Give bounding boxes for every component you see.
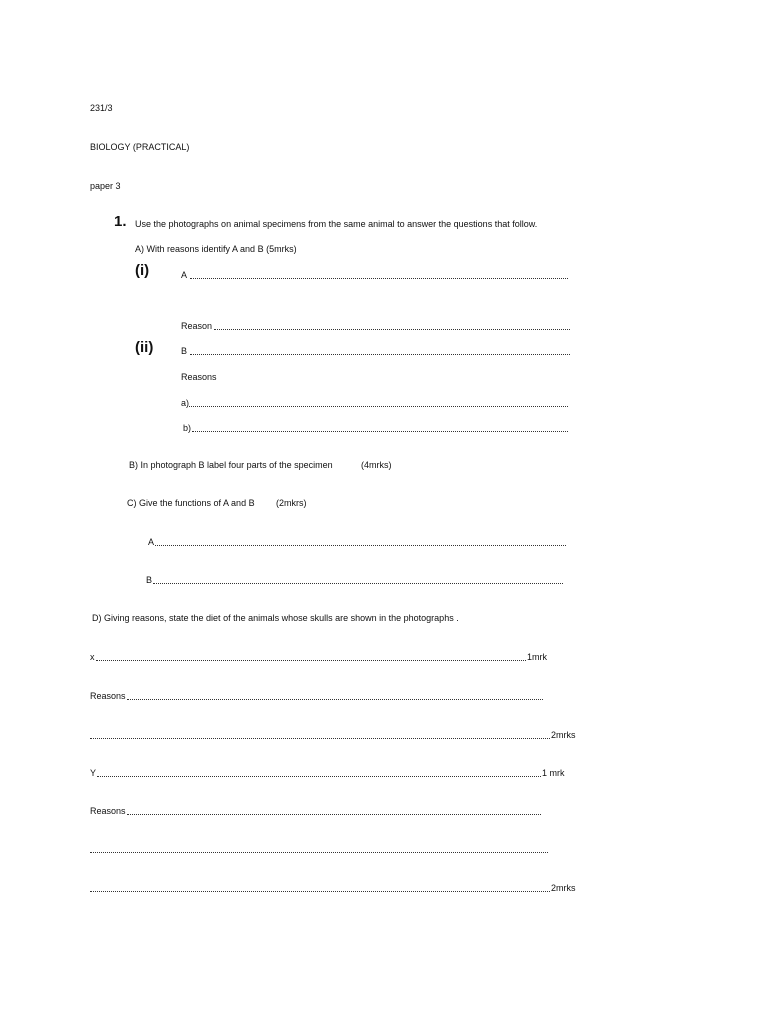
part-a-prompt: A) With reasons identify A and B (5mrks) (135, 244, 297, 254)
diet-y-label: Y (90, 768, 97, 778)
answer-b-line[interactable] (190, 354, 570, 355)
question-instruction: Use the photographs on animal specimens from the same animal to answer the questions that follow. (135, 219, 538, 229)
diet-x-marks: 1mrk (527, 652, 547, 662)
answer-a-line[interactable] (190, 278, 568, 279)
diet-y-marks: 1 mrk (542, 768, 565, 778)
part-d-prompt: D) Giving reasons, state the diet of the animals whose skulls are shown in the photographs . (92, 613, 459, 623)
paper-code: 231/3 (90, 103, 113, 113)
reasons-y-marks: 2mrks (551, 883, 576, 893)
question-number: 1. (114, 213, 127, 230)
part-c-marks: (2mkrs) (276, 498, 307, 508)
reasons-y-line-2[interactable] (90, 852, 548, 853)
reason-line[interactable] (214, 329, 570, 330)
roman-i: (i) (135, 262, 150, 279)
reasons-x-line-1[interactable] (127, 699, 543, 700)
reasons-y-label: Reasons (90, 806, 126, 816)
reason-label: Reason (181, 321, 213, 331)
part-b-marks: (4mrks) (361, 460, 392, 470)
diet-y-line[interactable] (97, 776, 541, 777)
diet-x-label: x (90, 652, 95, 662)
answer-a-label: A (181, 270, 188, 280)
reason-a-line[interactable] (189, 406, 568, 407)
part-b-prompt: B) In photograph B label four parts of the specimen (129, 460, 333, 470)
subject-title: BIOLOGY (PRACTICAL) (90, 142, 190, 152)
reasons-x-label: Reasons (90, 691, 126, 701)
function-a-line[interactable] (155, 545, 566, 546)
diet-x-line[interactable] (96, 660, 526, 661)
reason-b-line[interactable] (192, 431, 568, 432)
roman-ii: (ii) (135, 339, 154, 356)
reasons-x-marks: 2mrks (551, 730, 576, 740)
reasons-label: Reasons (181, 372, 217, 382)
answer-b-label: B (181, 346, 188, 356)
function-b-line[interactable] (153, 583, 563, 584)
reasons-y-line-3[interactable] (90, 891, 550, 892)
reasons-x-line-2[interactable] (90, 738, 550, 739)
function-b-label: B (146, 575, 153, 585)
part-c-prompt: C) Give the functions of A and B (127, 498, 255, 508)
reasons-y-line-1[interactable] (127, 814, 541, 815)
function-a-label: A (148, 537, 155, 547)
reason-b-label: b) (183, 423, 192, 433)
paper-number: paper 3 (90, 181, 121, 191)
reason-a-label: a) (181, 398, 190, 408)
